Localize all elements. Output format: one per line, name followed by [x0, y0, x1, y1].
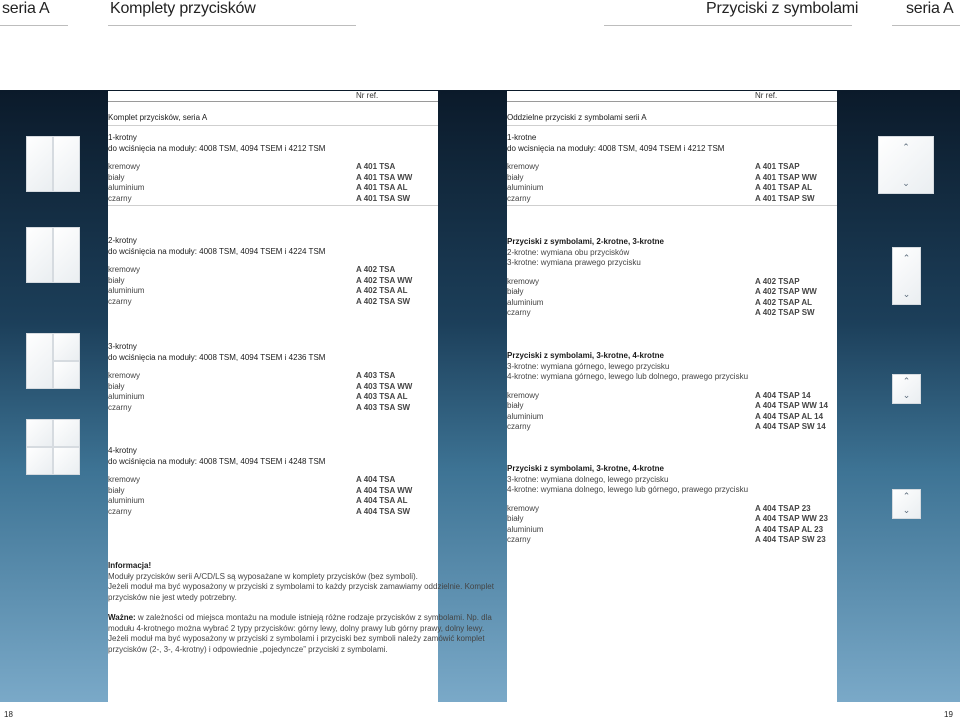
row-ref: A 404 TSAP 14 — [755, 390, 811, 400]
row-ref: A 402 TSAP AL — [755, 297, 813, 307]
row-color: aluminium — [108, 392, 145, 401]
row-color: biały — [507, 401, 524, 410]
row-color: biały — [507, 172, 524, 182]
header-rule-left-a — [0, 25, 68, 26]
info-block — [108, 561, 494, 655]
row-ref: A 404 TSAP AL 14 — [755, 411, 824, 421]
row-ref: A 403 TSA WW — [356, 381, 413, 391]
right-panel — [507, 91, 837, 703]
switch-4gang-top-left — [27, 420, 52, 446]
row-color: kremowy — [507, 390, 540, 400]
row-color: czarny — [507, 422, 531, 431]
row-ref: A 402 TSAP WW — [755, 287, 817, 296]
row-ref: A 404 TSAP WW 14 — [755, 401, 828, 410]
left-panel-title: Komplet przycisków, seria A — [108, 113, 208, 122]
row-ref: A 404 TSA WW — [356, 485, 413, 495]
header-rule-left-b — [108, 25, 356, 26]
row-color: czarny — [108, 506, 132, 516]
row-ref: A 404 TSAP AL 23 — [755, 524, 824, 534]
section-desc: 3-krotne: wymiana dolnego, lewego przycisku — [507, 474, 669, 484]
page-number-left: 18 — [4, 710, 13, 719]
info-line: Moduły przycisków serii A/CD/LS są wyposażane w komplety przycisków (bez symboli). — [108, 571, 418, 581]
row-ref: A 404 TSAP SW 23 — [755, 535, 826, 544]
section-name: 4-krotny — [108, 446, 137, 455]
right-title-rule — [507, 125, 837, 126]
section-name: Przyciski z symbolami, 2-krotne, 3-krotne — [507, 237, 664, 246]
row-color: czarny — [507, 308, 531, 317]
switch-1gang-left — [27, 137, 52, 191]
row-color: kremowy — [507, 276, 540, 286]
switch-3gang-top-right — [54, 334, 79, 360]
row-ref: A 402 TSA WW — [356, 275, 413, 285]
left-title-rule — [108, 125, 438, 126]
row-ref: A 404 TSAP 23 — [755, 503, 811, 513]
row-ref: A 401 TSAP SW — [755, 193, 815, 203]
info-title: Informacja! — [108, 561, 152, 570]
section-name: 1-krotne — [507, 133, 537, 142]
page-number-right: 19 — [944, 710, 953, 719]
row-color: biały — [108, 172, 125, 182]
row-color: kremowy — [507, 162, 540, 171]
row-color: aluminium — [108, 496, 145, 505]
divider — [507, 205, 837, 206]
arrow-down-icon: ⌄ — [902, 505, 911, 515]
right-section-3 — [507, 351, 837, 431]
section-desc: do wciśnięcia na moduły: 4008 TSM, 4094 TSEM i 4248 TSM — [108, 456, 326, 466]
left-nr-ref-label: Nr ref. — [356, 91, 379, 100]
switch-symbol-3-4gang-bottom — [893, 490, 920, 518]
row-color: kremowy — [108, 265, 141, 274]
note-line: w zależności od miejsca montażu na module istnieją różne rodzaje przycisków z symbolami. Np. dla — [135, 613, 492, 622]
row-ref: A 401 TSA SW — [356, 193, 411, 203]
row-color: kremowy — [108, 475, 141, 484]
section-name: 3-krotny — [108, 342, 137, 351]
section-desc: do wcisnięcia na moduły: 4008 TSM, 4094 TSEM i 4212 TSM — [507, 143, 725, 153]
section-desc: 4-krotne: wymiana dolnego, lewego lub górnego, prawego przycisku — [507, 485, 749, 494]
left-page-title: Komplety przycisków — [110, 0, 256, 17]
section-name: Przyciski z symbolami, 3-krotne, 4-krotne — [507, 351, 664, 360]
row-color: kremowy — [108, 371, 141, 380]
row-ref: A 401 TSA — [356, 162, 396, 171]
row-ref: A 402 TSAP — [755, 276, 800, 286]
right-section-1 — [507, 133, 837, 203]
right-section-2 — [507, 237, 837, 317]
section-desc: do wciśnięcia na moduły: 4008 TSM, 4094 TSEM i 4224 TSM — [108, 246, 326, 256]
left-section-3 — [108, 342, 438, 412]
arrow-up-icon: ⌃ — [902, 142, 910, 152]
switch-1gang-right — [54, 137, 79, 191]
row-color: czarny — [108, 402, 132, 412]
section-name: 1-krotny — [108, 133, 137, 142]
switch-3gang-bottom-right — [54, 362, 79, 388]
row-ref: A 404 TSAP WW 23 — [755, 514, 828, 523]
row-ref: A 404 TSAP SW 14 — [755, 422, 826, 431]
row-color: biały — [108, 275, 125, 285]
row-ref: A 404 TSA — [356, 475, 396, 484]
row-ref: A 401 TSAP — [755, 162, 800, 171]
row-ref: A 404 TSA AL — [356, 496, 408, 505]
left-panel — [108, 91, 494, 703]
row-ref: A 403 TSA — [356, 371, 396, 380]
right-page-title: Przyciski z symbolami — [706, 0, 859, 17]
row-color: czarny — [507, 193, 531, 203]
right-nr-ref-rule — [507, 101, 837, 102]
row-color: aluminium — [507, 411, 544, 421]
right-section-4 — [507, 464, 837, 544]
row-ref: A 402 TSAP SW — [755, 308, 815, 317]
row-color: aluminium — [507, 297, 544, 307]
header-rule-right-a — [604, 25, 852, 26]
section-name: Przyciski z symbolami, 3-krotne, 4-krotne — [507, 464, 664, 473]
section-desc: do wciśnięcia na moduły: 4008 TSM, 4094 TSEM i 4236 TSM — [108, 352, 326, 362]
note-line: Jeżeli moduł ma być wyposażony w przyciski z symbolami i przyciski bez symboli należy zamówić komplet — [108, 634, 485, 643]
row-color: czarny — [507, 535, 531, 544]
switch-2gang-right — [54, 228, 79, 282]
arrow-up-icon: ⌃ — [902, 253, 911, 263]
switch-4gang-top-right — [54, 420, 79, 446]
row-ref: A 402 TSA AL — [356, 286, 408, 295]
section-desc: 3-krotne: wymiana górnego, lewego przycisku — [507, 361, 670, 371]
row-color: czarny — [108, 296, 132, 306]
row-color: aluminium — [108, 183, 145, 192]
right-nr-ref-label: Nr ref. — [755, 91, 778, 100]
row-color: biały — [507, 287, 524, 296]
section-desc: 3-krotne: wymiana prawego przycisku — [507, 258, 641, 267]
row-ref: A 404 TSA SW — [356, 506, 411, 516]
note-bold-label: Ważne: — [108, 613, 136, 622]
header-rule-right-b — [892, 25, 960, 26]
info-line: Jeżeli moduł ma być wyposażony w przyciski z symbolami to każdy przycisk zamawiamy oddzielnie. Komplet — [108, 582, 494, 591]
switch-symbol-3-4gang-top — [893, 375, 920, 403]
divider — [108, 205, 438, 206]
row-ref: A 401 TSAP AL — [755, 183, 813, 192]
arrow-down-icon: ⌄ — [902, 390, 911, 400]
switch-4gang-bottom-left — [27, 448, 52, 474]
row-color: kremowy — [507, 503, 540, 513]
row-color: kremowy — [108, 162, 141, 171]
right-series-label: seria A — [906, 0, 954, 17]
row-color: aluminium — [507, 524, 544, 534]
switch-2gang-left — [27, 228, 52, 282]
left-section-1 — [108, 133, 438, 203]
row-ref: A 402 TSA — [356, 265, 396, 274]
note-line: przycisków (2-, 3-, 4-krotny) i odpowiednie „pojedyncze” przyciski z symbolami. — [108, 644, 388, 654]
right-panel-title: Oddzielne przyciski z symbolami serii A — [507, 113, 647, 122]
left-series-label: seria A — [2, 0, 50, 17]
row-ref: A 401 TSA AL — [356, 183, 408, 192]
arrow-down-icon: ⌄ — [902, 289, 911, 299]
section-desc: 2-krotne: wymiana obu przycisków — [507, 247, 630, 257]
row-ref: A 403 TSA AL — [356, 392, 408, 401]
row-ref: A 403 TSA SW — [356, 402, 411, 412]
section-name: 2-krotny — [108, 236, 137, 245]
section-desc: 4-krotne: wymiana górnego, lewego lub dolnego, prawego przycisku — [507, 372, 749, 381]
left-section-4 — [108, 446, 438, 516]
left-nr-ref-rule — [108, 101, 438, 102]
switch-symbol-2gang — [893, 248, 920, 304]
row-color: biały — [507, 514, 524, 523]
arrow-up-icon: ⌃ — [902, 376, 911, 386]
switch-3gang-left — [27, 334, 52, 388]
row-color: aluminium — [507, 183, 544, 192]
row-ref: A 402 TSA SW — [356, 296, 411, 306]
switch-symbol-1gang — [879, 137, 933, 193]
switch-4gang-bottom-right — [54, 448, 79, 474]
note-line: modułu 4-krotnego można wybrać 2 typy przycisków: górny lewy, dolny prawy lub górny prawy, dolny lewy. — [108, 623, 485, 633]
row-color: biały — [108, 381, 125, 391]
row-color: biały — [108, 485, 125, 495]
arrow-down-icon: ⌄ — [902, 178, 910, 188]
info-line: przycisków nie jest wtedy potrzebny. — [108, 592, 237, 602]
row-ref: A 401 TSAP WW — [755, 172, 817, 182]
row-color: aluminium — [108, 286, 145, 295]
row-color: czarny — [108, 193, 132, 203]
section-desc: do wciśnięcia na moduły: 4008 TSM, 4094 TSEM i 4212 TSM — [108, 143, 326, 153]
row-ref: A 401 TSA WW — [356, 172, 413, 182]
left-section-2 — [108, 236, 438, 306]
arrow-up-icon: ⌃ — [902, 491, 911, 501]
